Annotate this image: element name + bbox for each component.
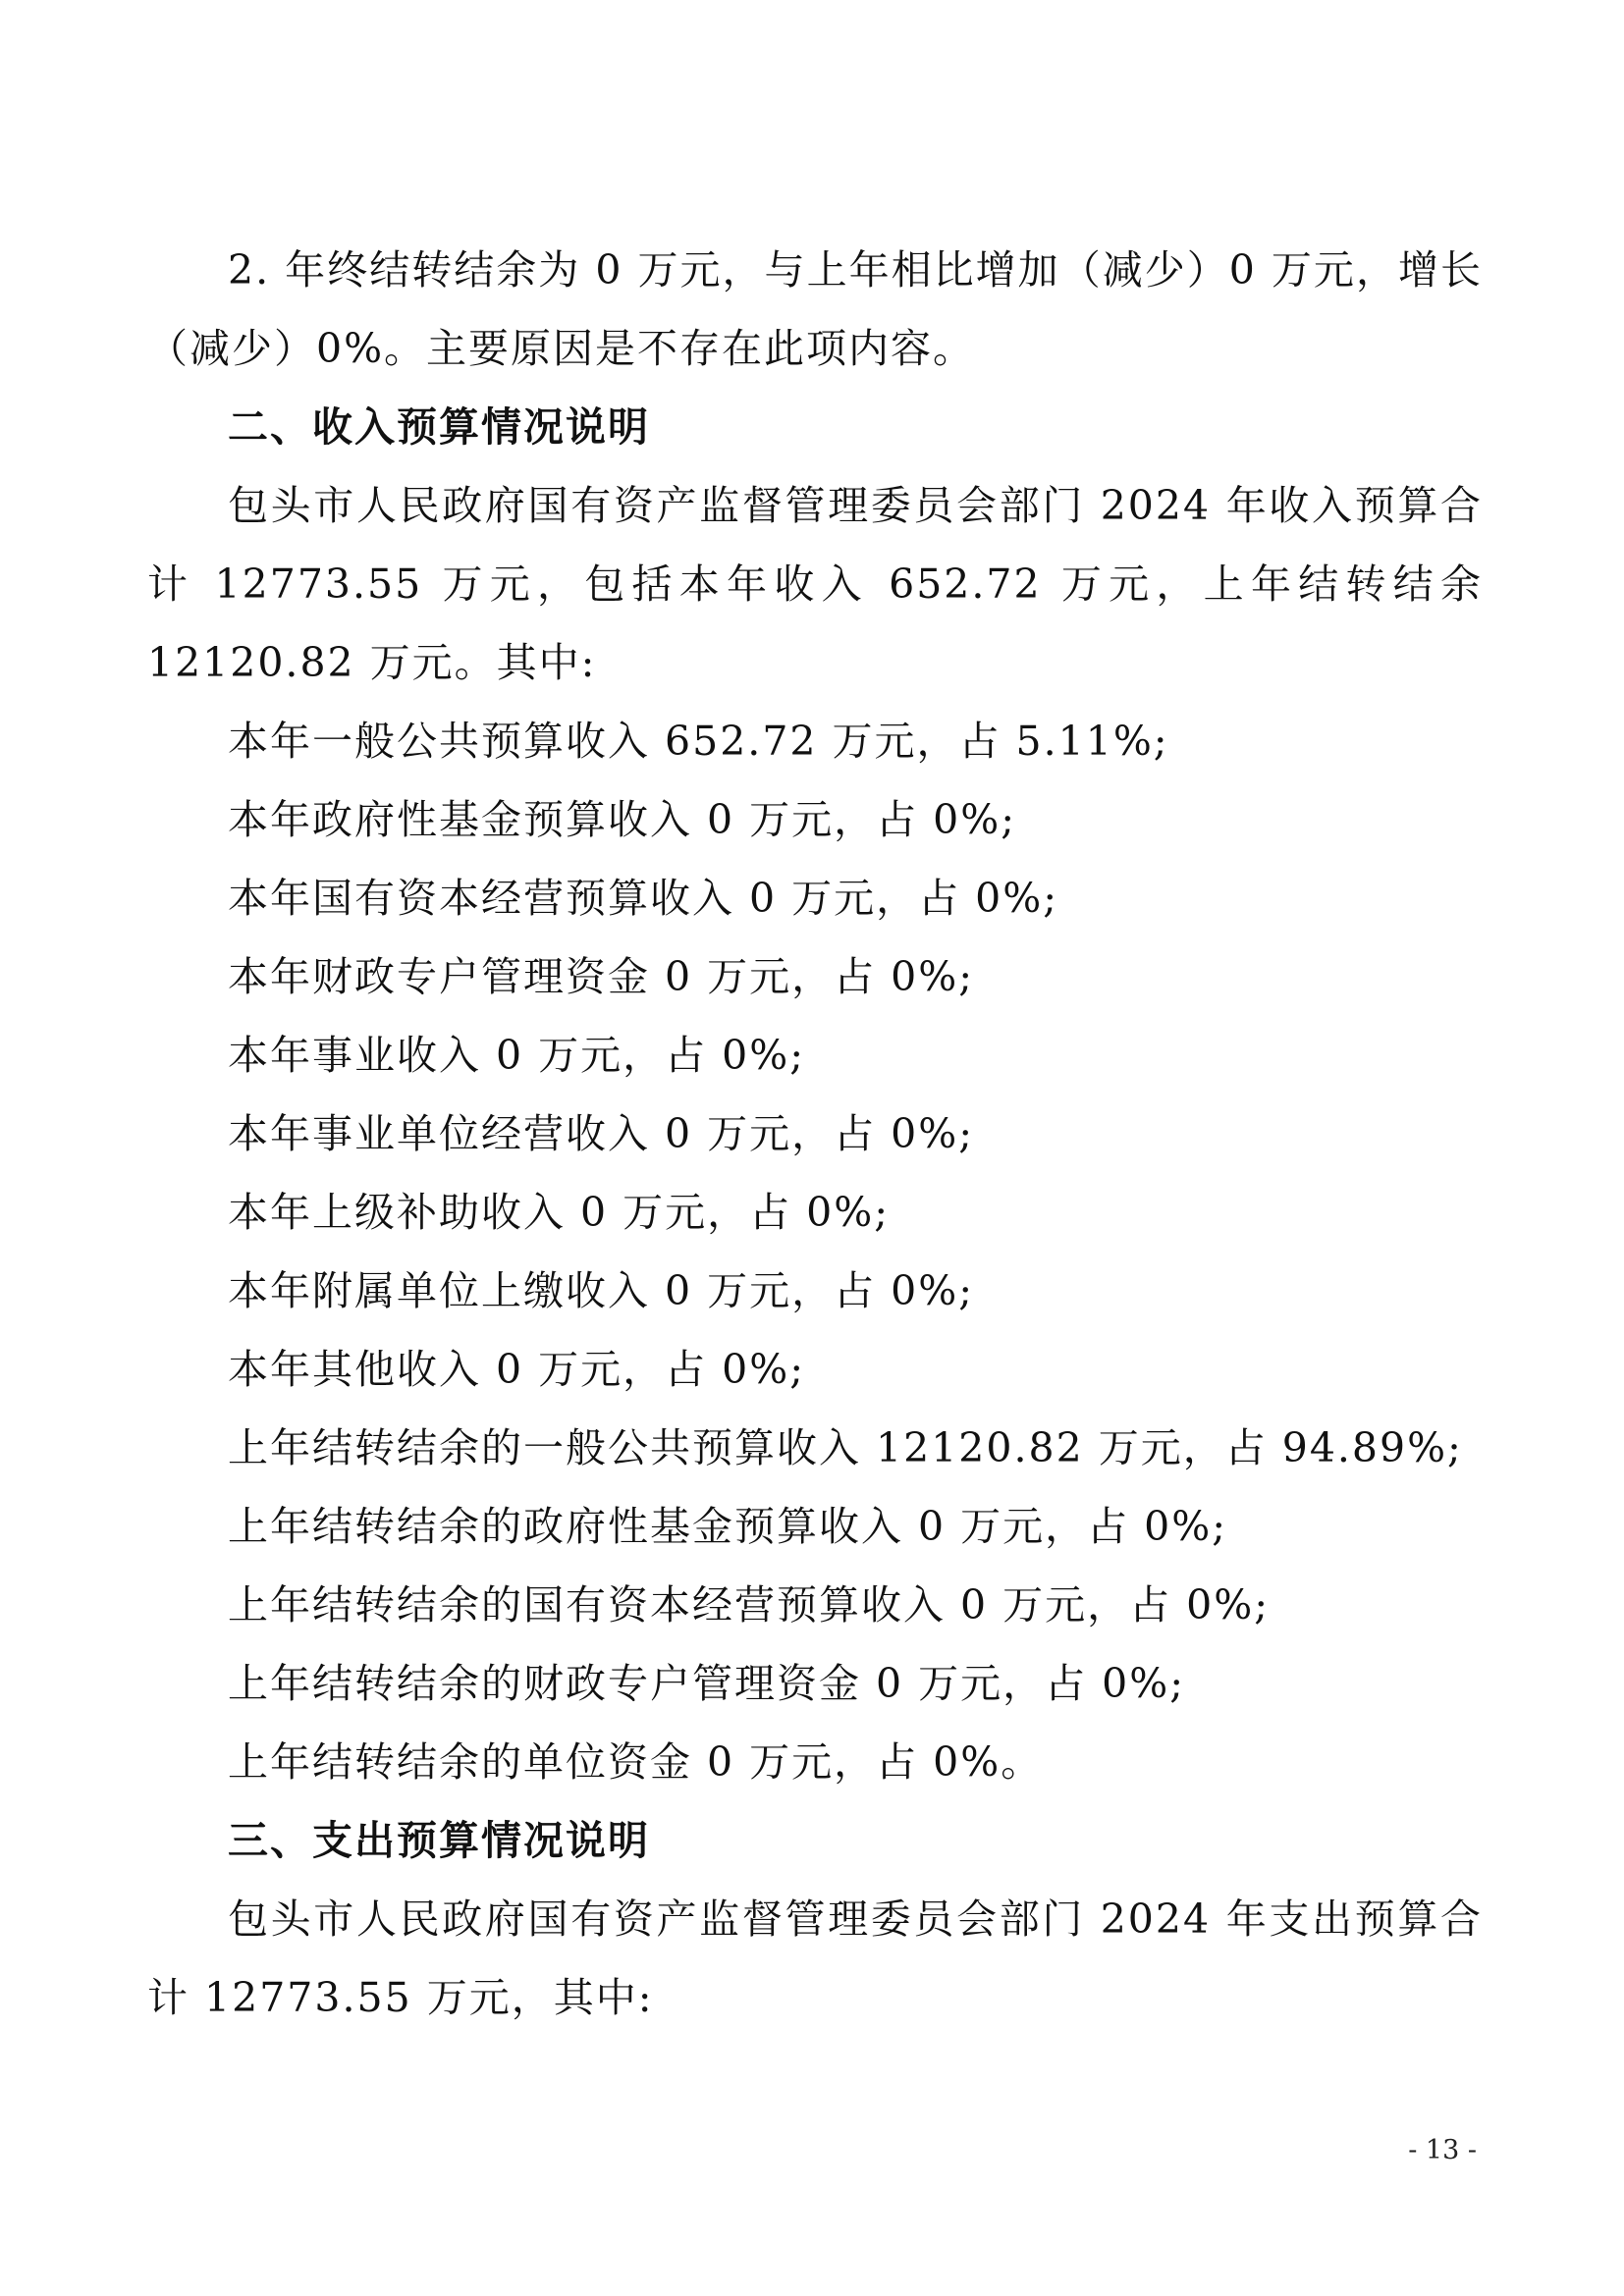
income-item-fiscal-account: 本年财政专户管理资金 0 万元，占 0%; (228, 953, 975, 1000)
section-heading-expenditure-budget: 三、支出预算情况说明 (228, 1817, 650, 1864)
income-item-carryover-fiscal-account: 上年结转结余的财政专户管理资金 0 万元，占 0%; (228, 1660, 1186, 1707)
income-item-carryover-general-public: 上年结转结余的一般公共预算收入 12120.82 万元，占 94.89%; (228, 1424, 1463, 1471)
document-page (147, 231, 1483, 2037)
paragraph-expenditure-total: 包头市人民政府国有资产监督管理委员会部门 2024 年支出预算合计 12773.55 万元，其中: (147, 1896, 1483, 2021)
income-item-state-capital: 本年国有资本经营预算收入 0 万元，占 0%; (228, 875, 1059, 922)
income-item-carryover-unit-funds: 上年结转结余的单位资金 0 万元，占 0%。 (228, 1738, 1044, 1786)
income-item-other: 本年其他收入 0 万元，占 0%; (228, 1346, 806, 1393)
income-item-carryover-government-fund: 上年结转结余的政府性基金预算收入 0 万元，占 0%; (228, 1503, 1228, 1550)
page-number: - 13 - (1408, 2135, 1477, 2165)
income-item-general-public: 本年一般公共预算收入 652.72 万元，占 5.11%; (228, 718, 1169, 765)
income-item-government-fund: 本年政府性基金预算收入 0 万元，占 0%; (228, 796, 1017, 843)
income-item-carryover-state-capital: 上年结转结余的国有资本经营预算收入 0 万元，占 0%; (228, 1581, 1271, 1629)
section-heading-income-budget: 二、收入预算情况说明 (228, 403, 650, 451)
paragraph-year-end-balance: 2. 年终结转结余为 0 万元，与上年相比增加（减少）0 万元，增长（减少）0%。主要原因是不存在此项内容。 (147, 246, 1483, 372)
paragraph-income-total: 包头市人民政府国有资产监督管理委员会部门 2024 年收入预算合计 12773.55 万元，包括本年收入 652.72 万元，上年结转结余 12120.82 万元。其中: (147, 482, 1483, 686)
income-item-undertaking: 本年事业收入 0 万元，占 0%; (228, 1032, 806, 1079)
income-item-affiliated-units: 本年附属单位上缴收入 0 万元，占 0%; (228, 1267, 975, 1314)
income-item-undertaking-operating: 本年事业单位经营收入 0 万元，占 0%; (228, 1110, 975, 1157)
income-item-superior-subsidy: 本年上级补助收入 0 万元，占 0%; (228, 1189, 891, 1236)
